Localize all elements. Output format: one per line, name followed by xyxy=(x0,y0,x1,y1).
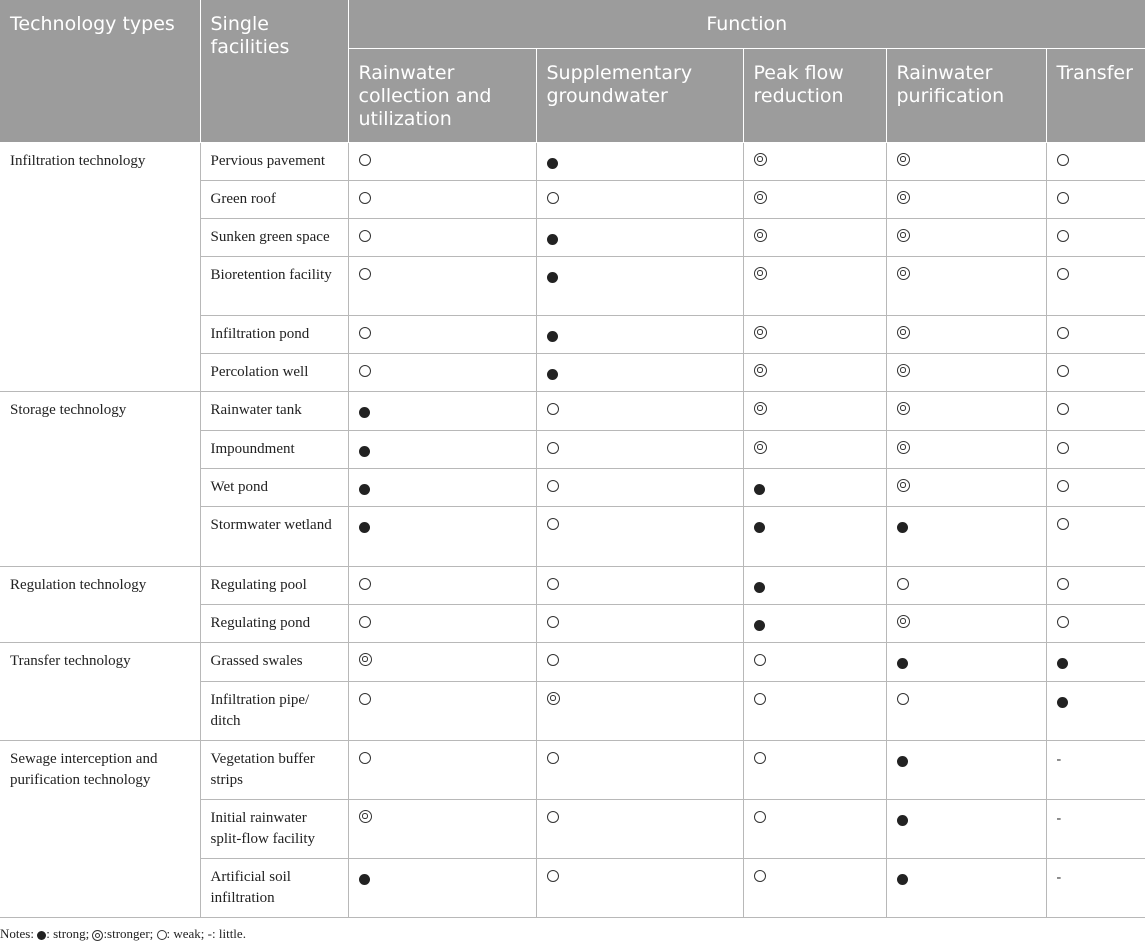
strong-symbol-icon xyxy=(897,658,908,669)
weak-symbol-icon xyxy=(1057,154,1069,166)
header-function-col: Peak flow reduction xyxy=(743,48,886,142)
function-rating-cell xyxy=(743,506,886,566)
weak-symbol-icon xyxy=(1057,480,1069,492)
little-symbol-icon: - xyxy=(1056,810,1062,826)
function-rating-cell xyxy=(886,604,1046,642)
weak-symbol-icon xyxy=(1057,403,1069,415)
function-rating-cell xyxy=(536,642,743,681)
weak-symbol-icon xyxy=(359,268,371,280)
facility-cell: Pervious pavement xyxy=(200,142,348,180)
weak-symbol-icon xyxy=(359,752,371,764)
weak-symbol-icon xyxy=(547,752,559,764)
function-rating-cell xyxy=(348,430,536,468)
function-rating-cell xyxy=(1046,353,1145,391)
notes-weak: : weak; xyxy=(166,926,205,941)
function-rating-cell xyxy=(1046,642,1145,681)
weak-symbol-icon xyxy=(754,752,766,764)
function-rating-cell xyxy=(1046,799,1145,858)
stronger-symbol-icon xyxy=(897,479,910,492)
weak-symbol-icon xyxy=(547,480,559,492)
stronger-symbol-icon xyxy=(754,229,767,242)
weak-symbol-icon xyxy=(1057,327,1069,339)
header-function-col: Supplementary groundwater xyxy=(536,48,743,142)
facility-cell: Rainwater tank xyxy=(200,391,348,430)
strong-symbol-icon xyxy=(359,407,370,418)
weak-symbol-icon xyxy=(897,578,909,590)
strong-symbol-icon xyxy=(547,234,558,245)
function-rating-cell xyxy=(886,468,1046,506)
function-rating-cell xyxy=(348,566,536,604)
strong-symbol-icon xyxy=(547,272,558,283)
function-rating-cell xyxy=(348,256,536,315)
weak-symbol-icon xyxy=(1057,230,1069,242)
function-rating-cell xyxy=(1046,218,1145,256)
function-rating-cell xyxy=(886,142,1046,180)
weak-symbol-icon xyxy=(754,654,766,666)
table-row xyxy=(0,142,1145,180)
function-rating-cell xyxy=(1046,142,1145,180)
stronger-symbol-icon xyxy=(754,326,767,339)
technology-type-cell: Infiltration technology xyxy=(0,142,200,391)
function-rating-cell xyxy=(886,218,1046,256)
strong-symbol-icon xyxy=(754,620,765,631)
function-rating-cell xyxy=(743,180,886,218)
weak-symbol-icon xyxy=(359,327,371,339)
function-rating-cell xyxy=(1046,180,1145,218)
function-rating-cell xyxy=(743,391,886,430)
function-rating-cell xyxy=(886,256,1046,315)
function-rating-cell xyxy=(886,353,1046,391)
strong-symbol-icon xyxy=(359,522,370,533)
notes-strong: : strong; xyxy=(46,926,90,941)
function-rating-cell xyxy=(348,740,536,799)
technology-type-cell: Sewage interception and purification technology xyxy=(0,740,200,917)
function-rating-cell xyxy=(348,353,536,391)
header-function-col: Rainwater collection and utilization xyxy=(348,48,536,142)
function-rating-cell xyxy=(1046,315,1145,353)
facility-cell: Sunken green space xyxy=(200,218,348,256)
function-rating-cell xyxy=(348,315,536,353)
technology-type-cell: Transfer technology xyxy=(0,642,200,740)
weak-symbol-icon xyxy=(547,518,559,530)
header-technology-types: Technology types xyxy=(0,0,200,142)
stronger-symbol-icon xyxy=(92,930,103,941)
function-rating-cell xyxy=(536,430,743,468)
weak-symbol-icon xyxy=(1057,365,1069,377)
function-rating-cell xyxy=(743,681,886,740)
function-rating-cell xyxy=(743,858,886,917)
function-rating-cell xyxy=(536,256,743,315)
stronger-symbol-icon xyxy=(754,402,767,415)
facility-cell: Regulating pond xyxy=(200,604,348,642)
strong-symbol-icon xyxy=(897,874,908,885)
stronger-symbol-icon xyxy=(754,153,767,166)
function-rating-cell xyxy=(536,180,743,218)
stronger-symbol-icon xyxy=(897,441,910,454)
stronger-symbol-icon xyxy=(897,326,910,339)
function-rating-cell xyxy=(743,604,886,642)
stronger-symbol-icon xyxy=(897,229,910,242)
table-row xyxy=(0,740,1145,799)
weak-symbol-icon xyxy=(1057,442,1069,454)
table-row xyxy=(0,642,1145,681)
function-rating-cell xyxy=(1046,681,1145,740)
function-rating-cell xyxy=(886,858,1046,917)
weak-symbol-icon xyxy=(1057,268,1069,280)
weak-symbol-icon xyxy=(359,578,371,590)
function-rating-cell xyxy=(536,468,743,506)
stronger-symbol-icon xyxy=(754,441,767,454)
function-rating-cell xyxy=(743,740,886,799)
stronger-symbol-icon xyxy=(897,364,910,377)
function-rating-cell xyxy=(348,391,536,430)
header-function-col: Rainwater purification xyxy=(886,48,1046,142)
function-rating-cell xyxy=(348,142,536,180)
stronger-symbol-icon xyxy=(897,615,910,628)
function-rating-cell xyxy=(886,430,1046,468)
function-rating-cell xyxy=(1046,740,1145,799)
weak-symbol-icon xyxy=(547,654,559,666)
function-rating-cell xyxy=(536,353,743,391)
weak-symbol-icon xyxy=(547,403,559,415)
function-rating-cell xyxy=(886,180,1046,218)
notes-stronger: :stronger; xyxy=(103,926,154,941)
function-rating-cell xyxy=(886,642,1046,681)
weak-symbol-icon xyxy=(547,442,559,454)
weak-symbol-icon xyxy=(897,693,909,705)
stronger-symbol-icon xyxy=(897,402,910,415)
function-rating-cell xyxy=(743,566,886,604)
weak-symbol-icon xyxy=(359,230,371,242)
function-rating-cell xyxy=(886,740,1046,799)
weak-symbol-icon xyxy=(1057,518,1069,530)
facility-cell: Initial rainwater split-flow facility xyxy=(200,799,348,858)
weak-symbol-icon xyxy=(547,578,559,590)
facility-cell: Regulating pool xyxy=(200,566,348,604)
function-rating-cell xyxy=(536,740,743,799)
facility-cell: Impoundment xyxy=(200,430,348,468)
strong-symbol-icon xyxy=(547,369,558,380)
stronger-symbol-icon xyxy=(897,191,910,204)
facility-cell: Green roof xyxy=(200,180,348,218)
strong-symbol-icon xyxy=(754,484,765,495)
function-rating-cell xyxy=(1046,604,1145,642)
function-rating-cell xyxy=(743,799,886,858)
strong-symbol-icon xyxy=(547,331,558,342)
table-body xyxy=(0,142,1145,917)
facility-cell: Bioretention facility xyxy=(200,256,348,315)
weak-symbol-icon xyxy=(1057,578,1069,590)
notes-little: -: little. xyxy=(207,926,246,941)
function-rating-cell xyxy=(536,681,743,740)
function-rating-cell xyxy=(1046,858,1145,917)
function-rating-cell xyxy=(536,391,743,430)
stronger-symbol-icon xyxy=(359,653,372,666)
stronger-symbol-icon xyxy=(897,153,910,166)
facility-cell: Infiltration pipe/ ditch xyxy=(200,681,348,740)
function-rating-cell xyxy=(743,315,886,353)
weak-symbol-icon xyxy=(754,693,766,705)
header-single-facilities: Single facilities xyxy=(200,0,348,142)
strong-symbol-icon xyxy=(897,815,908,826)
function-rating-cell xyxy=(743,218,886,256)
function-rating-cell xyxy=(536,315,743,353)
stronger-symbol-icon xyxy=(754,191,767,204)
weak-symbol-icon xyxy=(547,811,559,823)
stronger-symbol-icon xyxy=(359,810,372,823)
function-rating-cell xyxy=(1046,506,1145,566)
facility-cell: Percolation well xyxy=(200,353,348,391)
function-rating-cell xyxy=(536,604,743,642)
function-rating-cell xyxy=(743,353,886,391)
function-rating-cell xyxy=(1046,468,1145,506)
function-rating-cell xyxy=(1046,566,1145,604)
facility-cell: Stormwater wetland xyxy=(200,506,348,566)
function-rating-cell xyxy=(348,642,536,681)
function-rating-cell xyxy=(1046,430,1145,468)
weak-symbol-icon xyxy=(157,930,167,940)
weak-symbol-icon xyxy=(359,365,371,377)
technology-type-cell: Regulation technology xyxy=(0,566,200,642)
weak-symbol-icon xyxy=(359,616,371,628)
function-rating-cell xyxy=(743,642,886,681)
function-rating-cell xyxy=(886,315,1046,353)
facility-cell: Infiltration pond xyxy=(200,315,348,353)
function-rating-cell xyxy=(348,858,536,917)
weak-symbol-icon xyxy=(1057,616,1069,628)
function-rating-cell xyxy=(536,506,743,566)
strong-symbol-icon xyxy=(897,522,908,533)
strong-symbol-icon xyxy=(547,158,558,169)
header-function-col: Transfer xyxy=(1046,48,1145,142)
function-rating-cell xyxy=(348,799,536,858)
function-rating-cell xyxy=(536,858,743,917)
weak-symbol-icon xyxy=(359,192,371,204)
stronger-symbol-icon xyxy=(547,692,560,705)
function-rating-cell xyxy=(886,681,1046,740)
header-function: Function xyxy=(348,0,1145,48)
function-rating-cell xyxy=(743,468,886,506)
function-rating-cell xyxy=(348,604,536,642)
function-rating-cell xyxy=(886,799,1046,858)
table-notes xyxy=(0,926,246,942)
function-rating-cell xyxy=(886,566,1046,604)
facility-cell: Artificial soil infiltration xyxy=(200,858,348,917)
function-rating-cell xyxy=(348,506,536,566)
strong-symbol-icon xyxy=(359,874,370,885)
table-row xyxy=(0,566,1145,604)
function-rating-cell xyxy=(743,256,886,315)
technology-type-cell: Storage technology xyxy=(0,391,200,566)
function-rating-cell xyxy=(1046,256,1145,315)
strong-symbol-icon xyxy=(37,931,46,940)
stronger-symbol-icon xyxy=(754,364,767,377)
function-rating-cell xyxy=(536,799,743,858)
strong-symbol-icon xyxy=(1057,658,1068,669)
function-rating-cell xyxy=(536,566,743,604)
little-symbol-icon: - xyxy=(1056,751,1062,767)
notes-prefix: Notes: xyxy=(0,926,34,941)
weak-symbol-icon xyxy=(1057,192,1069,204)
strong-symbol-icon xyxy=(754,582,765,593)
function-rating-cell xyxy=(886,391,1046,430)
facility-cell: Vegetation buffer strips xyxy=(200,740,348,799)
strong-symbol-icon xyxy=(754,522,765,533)
weak-symbol-icon xyxy=(359,693,371,705)
strong-symbol-icon xyxy=(359,446,370,457)
function-rating-cell xyxy=(348,681,536,740)
weak-symbol-icon xyxy=(547,616,559,628)
strong-symbol-icon xyxy=(897,756,908,767)
function-rating-cell xyxy=(1046,391,1145,430)
function-rating-cell xyxy=(536,218,743,256)
function-rating-cell xyxy=(743,430,886,468)
little-symbol-icon: - xyxy=(1056,869,1062,885)
weak-symbol-icon xyxy=(547,870,559,882)
function-rating-cell xyxy=(886,506,1046,566)
stronger-symbol-icon xyxy=(897,267,910,280)
facility-cell: Wet pond xyxy=(200,468,348,506)
strong-symbol-icon xyxy=(359,484,370,495)
function-rating-cell xyxy=(536,142,743,180)
function-rating-cell xyxy=(348,218,536,256)
stronger-symbol-icon xyxy=(754,267,767,280)
function-rating-cell xyxy=(348,180,536,218)
facility-cell: Grassed swales xyxy=(200,642,348,681)
function-rating-cell xyxy=(348,468,536,506)
strong-symbol-icon xyxy=(1057,697,1068,708)
weak-symbol-icon xyxy=(754,811,766,823)
weak-symbol-icon xyxy=(547,192,559,204)
weak-symbol-icon xyxy=(359,154,371,166)
weak-symbol-icon xyxy=(754,870,766,882)
function-rating-cell xyxy=(743,142,886,180)
table-row xyxy=(0,391,1145,430)
